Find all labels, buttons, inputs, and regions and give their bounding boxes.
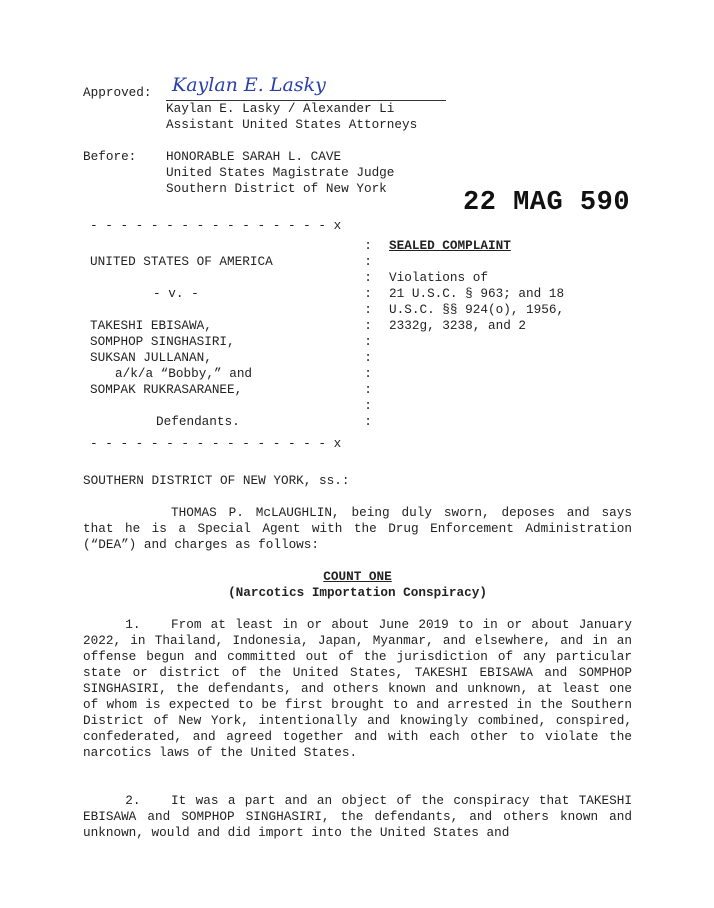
- count-heading: COUNT ONE: [323, 569, 392, 584]
- defendant-name: SOMPHOP SINGHASIRI,: [90, 334, 235, 349]
- paragraph-text: It was a part and an object of the conspiracy that TAKESHI EBISAWA and SOMPHOP SINGHASIRI, the defendants, and others known and unknown, would and did import into the United States and: [83, 793, 632, 840]
- caption-colon: :: [364, 318, 372, 333]
- violations-line: U.S.C. §§ 924(o), 1956,: [389, 302, 565, 317]
- caption-colon: :: [364, 334, 372, 349]
- caption-colon: :: [364, 350, 372, 365]
- attorney-title: Assistant United States Attorneys: [166, 117, 418, 132]
- violations-line: 21 U.S.C. § 963; and 18: [389, 286, 565, 301]
- versus: - v. -: [153, 286, 199, 301]
- defendant-alias: a/k/a “Bobby,” and: [115, 366, 253, 381]
- caption-colon: :: [364, 238, 372, 253]
- case-number: 22 MAG 590: [463, 188, 631, 218]
- caption-rule-top: - - - - - - - - - - - - - - - - x: [90, 218, 342, 233]
- paragraph-number: 2.: [125, 793, 141, 808]
- signature: Kaylan E. Lasky: [172, 74, 326, 96]
- indent: [83, 617, 171, 633]
- approved-label: Approved:: [83, 85, 152, 100]
- plaintiff: UNITED STATES OF AMERICA: [90, 254, 273, 269]
- intro-text: THOMAS P. McLAUGHLIN, being duly sworn, deposes and says that he is a Special Agent with the Drug Enforcement Administration (“DEA”) and charges as follows:: [83, 505, 632, 552]
- defendant-name: SUKSAN JULLANAN,: [90, 350, 212, 365]
- caption-colon: :: [364, 382, 372, 397]
- caption-colon: :: [364, 286, 372, 301]
- paragraph-number: 1.: [125, 617, 141, 632]
- caption-colon: :: [364, 302, 372, 317]
- indent: [83, 793, 171, 809]
- defendant-name: TAKESHI EBISAWA,: [90, 318, 212, 333]
- complaint-title: SEALED COMPLAINT: [389, 238, 511, 253]
- paragraph-1: [83, 617, 632, 761]
- before-label: Before:: [83, 149, 137, 164]
- judge-title: United States Magistrate Judge: [166, 165, 395, 180]
- attorney-names: Kaylan E. Lasky / Alexander Li: [166, 101, 395, 116]
- intro-paragraph: [83, 505, 632, 553]
- violations-line: 2332g, 3238, and 2: [389, 318, 527, 333]
- judge-district: Southern District of New York: [166, 181, 387, 196]
- count-subheading: (Narcotics Importation Conspiracy): [228, 585, 487, 600]
- defendants-label: Defendants.: [156, 414, 240, 429]
- paragraph-text: From at least in or about June 2019 to in or about January 2022, in Thailand, Indonesia, Japan, Myanmar, and elsewhere, and in an offense begun and committed out of the jurisdiction of any particular state or district of the United States, TAKESHI EBISAWA and SOMPHOP SINGHASIRI, the defendants, and others known and unknown, at least one of whom is expected to be first brought to and arrested in the Southern District of New York, intentionally and knowingly combined, conspired, confederated, and agreed together and with each other to violate the narcotics laws of the United States.: [83, 617, 632, 760]
- venue: SOUTHERN DISTRICT OF NEW YORK, ss.:: [83, 473, 350, 488]
- judge-name: HONORABLE SARAH L. CAVE: [166, 149, 342, 164]
- caption-rule-bottom: - - - - - - - - - - - - - - - - x: [90, 436, 342, 451]
- violations-line: Violations of: [389, 270, 488, 285]
- paragraph-2: [83, 793, 632, 841]
- caption-colon: :: [364, 270, 372, 285]
- caption-colon: :: [364, 366, 372, 381]
- defendant-name: SOMPAK RUKRASARANEE,: [90, 382, 243, 397]
- caption-colon: :: [364, 414, 372, 429]
- caption-colon: :: [364, 254, 372, 269]
- caption-colon: :: [364, 398, 372, 413]
